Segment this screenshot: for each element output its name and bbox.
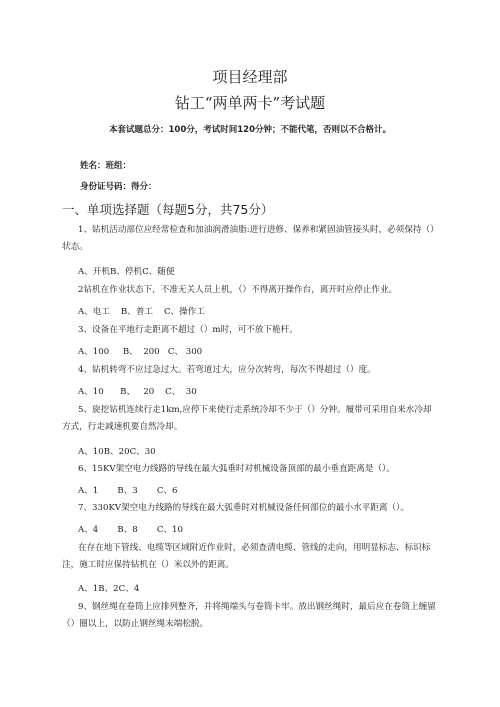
question-7-options: A、4 B、8 C、10 — [78, 525, 183, 535]
question-2: 2钻机在作业状态下，不准无关人员上机，（）不得离开操作台，离开时应停止作业。 — [78, 285, 398, 295]
question-2-options: A、电工 B、普工 C、操作工 — [78, 307, 205, 317]
question-5-options: A、10B、20C、30 — [78, 447, 156, 457]
section-heading: 一、单项选择题（每题5分，共75分） — [62, 202, 274, 217]
question-4-options: A、10 B、 20 C、 30 — [78, 387, 197, 397]
question-8-options: A、1B、2C、4 — [78, 584, 140, 594]
org-title: 项目经理部 — [212, 68, 288, 86]
exam-title: 钻工“两单两卡”考试题 — [174, 94, 326, 112]
question-1: 1、钻机活动部位应经常检查和加油润滑油脂:进行进修、保养和紧固油管接头时，必须保持（）状态。 — [62, 225, 439, 252]
question-6-options: A、1 B、3 C、6 — [78, 486, 178, 496]
exam-notice: 本套试题总分：100分，考试时间120分钟；不能代笔，否则以不合格计。 — [109, 125, 391, 135]
question-3-options: A、100 B、 200 C、 300 — [78, 347, 203, 357]
question-8: 在存在地下管线、电缆等区域附近作业时，必须查清电缆、管线的走向，用明显标志、标识标注，施工时应保持钻机在（）米以外的距离。 — [62, 543, 431, 570]
question-4: 4、钻机转弯不应过急过大。若弯道过大，应分次转弯，每次不得超过（）度。 — [78, 365, 376, 375]
question-5: 5、旋挖钻机连续行走1km,应停下来使行走系统冷却不少于（）分钟。履带可采用自来水冷却方式，行走减速机要自然冷却。 — [62, 405, 432, 432]
name-group-field: 姓名：班组： — [80, 161, 132, 171]
question-6: 6、15KV架空电力线路的导线在最大弧垂时对机械设备顶部的最小垂直距离是（）。 — [78, 464, 395, 474]
id-score-field: 身份证号码：得分： — [80, 182, 157, 192]
question-7: 7、330KV架空电力线路的导线在最大弧垂时对机械设备任何部位的最小水平距离（）。 — [78, 503, 409, 513]
question-3: 3、设备在平地行走距离不超过（）m时，可不放下桅杆。 — [78, 325, 298, 335]
question-9: 9、钢丝绳在卷筒上应排列整齐，并将绳端头与卷筒卡牢。放出钢丝绳时，最后应在卷筒上缠留（）圈以上，以防止钢丝绳末端松脱。 — [62, 602, 436, 629]
question-1-options: A、开机B、停机C、随便 — [78, 267, 175, 277]
